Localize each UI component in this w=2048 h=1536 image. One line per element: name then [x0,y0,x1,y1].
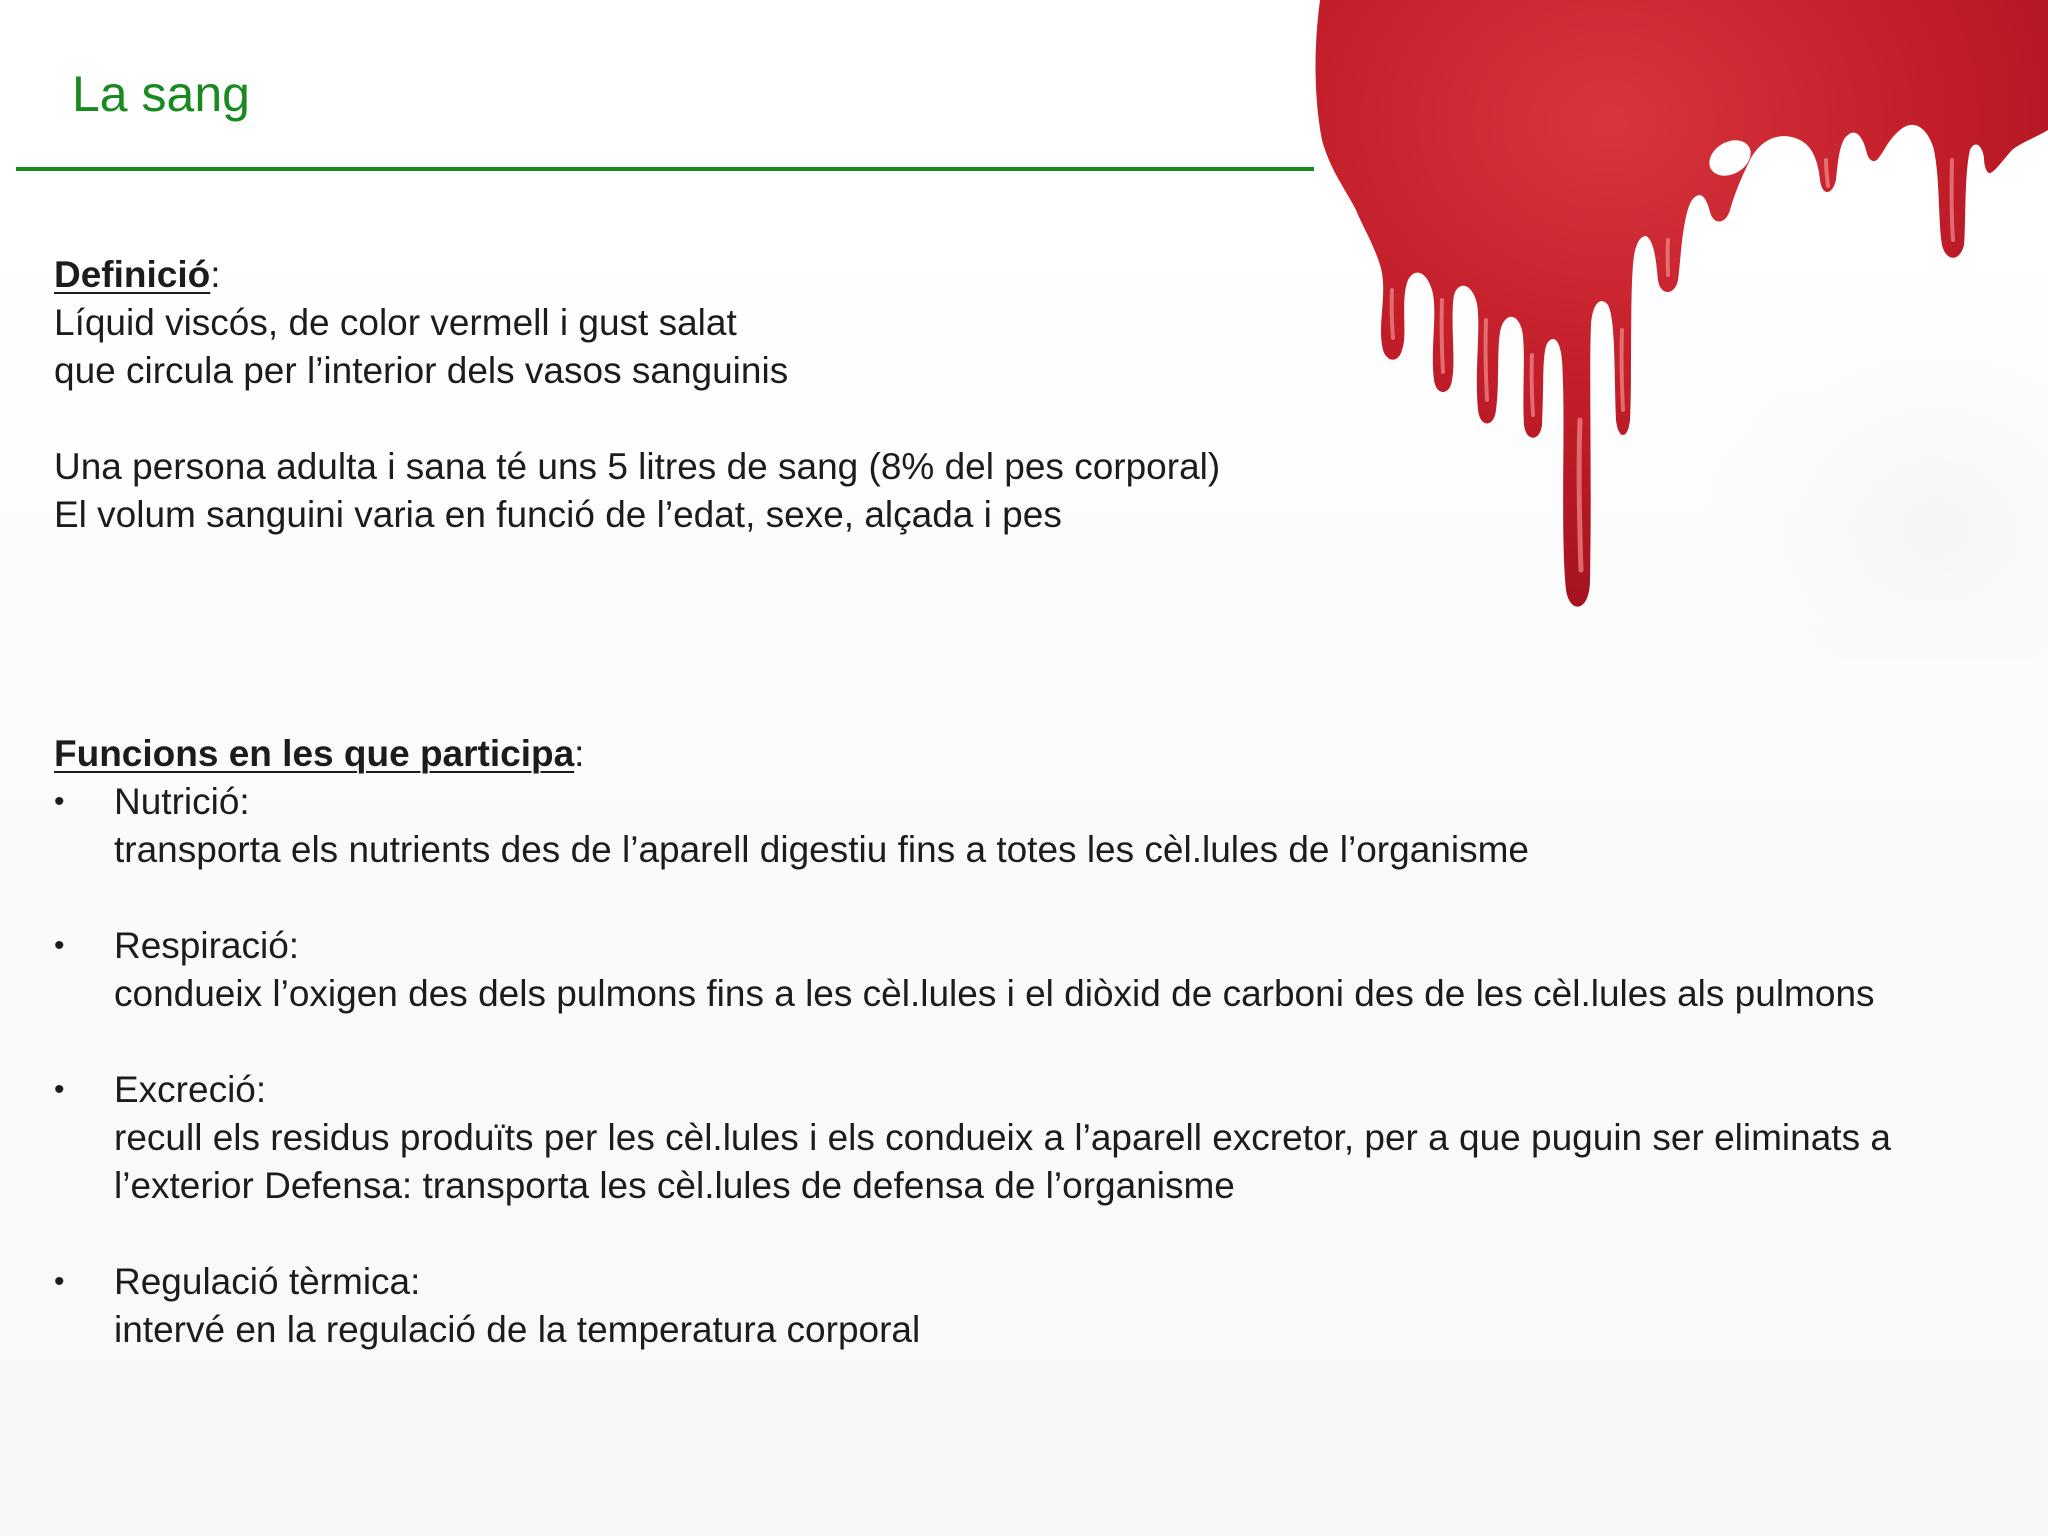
list-item [54,1258,1894,1354]
definition-heading [54,251,788,299]
function-name: Respiració: [114,925,300,966]
bullet-icon: • [54,929,65,962]
functions-section [54,730,1894,1402]
functions-colon: : [574,733,585,774]
bullet-icon: • [54,785,65,818]
function-description: recull els residus produïts per les cèl.lules i els condueix a l’aparell excretor, per a que puguin ser eliminats a l’exterior Defensa: transporta les cèl.lules de defensa de l’organisme [114,1117,1891,1206]
blood-drip-image [1300,0,2048,660]
volume-line-2: El volum sanguini varia en funció de l’edat, sexe, alçada i pes [54,494,1062,535]
functions-label: Funcions en les que participa [54,733,575,774]
bullet-icon: • [54,1265,65,1298]
slide-title: La sang [72,66,250,122]
list-item [54,778,1894,874]
definition-section [54,251,788,395]
bullet-icon: • [54,1073,65,1106]
definition-line-1: Líquid viscós, de color vermell i gust salat [54,302,737,343]
definition-colon: : [210,254,221,295]
function-description: transporta els nutrients des de l’aparell digestiu fins a totes les cèl.lules de l’organisme [114,829,1529,870]
volume-line-1: Una persona adulta i sana té uns 5 litres de sang (8% del pes corporal) [54,446,1221,487]
functions-list [54,778,1894,1354]
function-description: condueix l’oxigen des dels pulmons fins a les cèl.lules i el diòxid de carboni des de les cèl.lules als pulmons [114,973,1875,1014]
functions-heading [54,730,1894,778]
list-item [54,922,1894,1018]
function-name: Regulació tèrmica: [114,1261,421,1302]
volume-section [54,443,1220,539]
definition-label: Definició [54,254,211,295]
function-name: Excreció: [114,1069,267,1110]
function-description: intervé en la regulació de la temperatura corporal [114,1309,921,1350]
function-name: Nutrició: [114,781,250,822]
title-divider [16,167,1314,171]
list-item [54,1066,1894,1210]
definition-line-2: que circula per l’interior dels vasos sanguinis [54,350,789,391]
